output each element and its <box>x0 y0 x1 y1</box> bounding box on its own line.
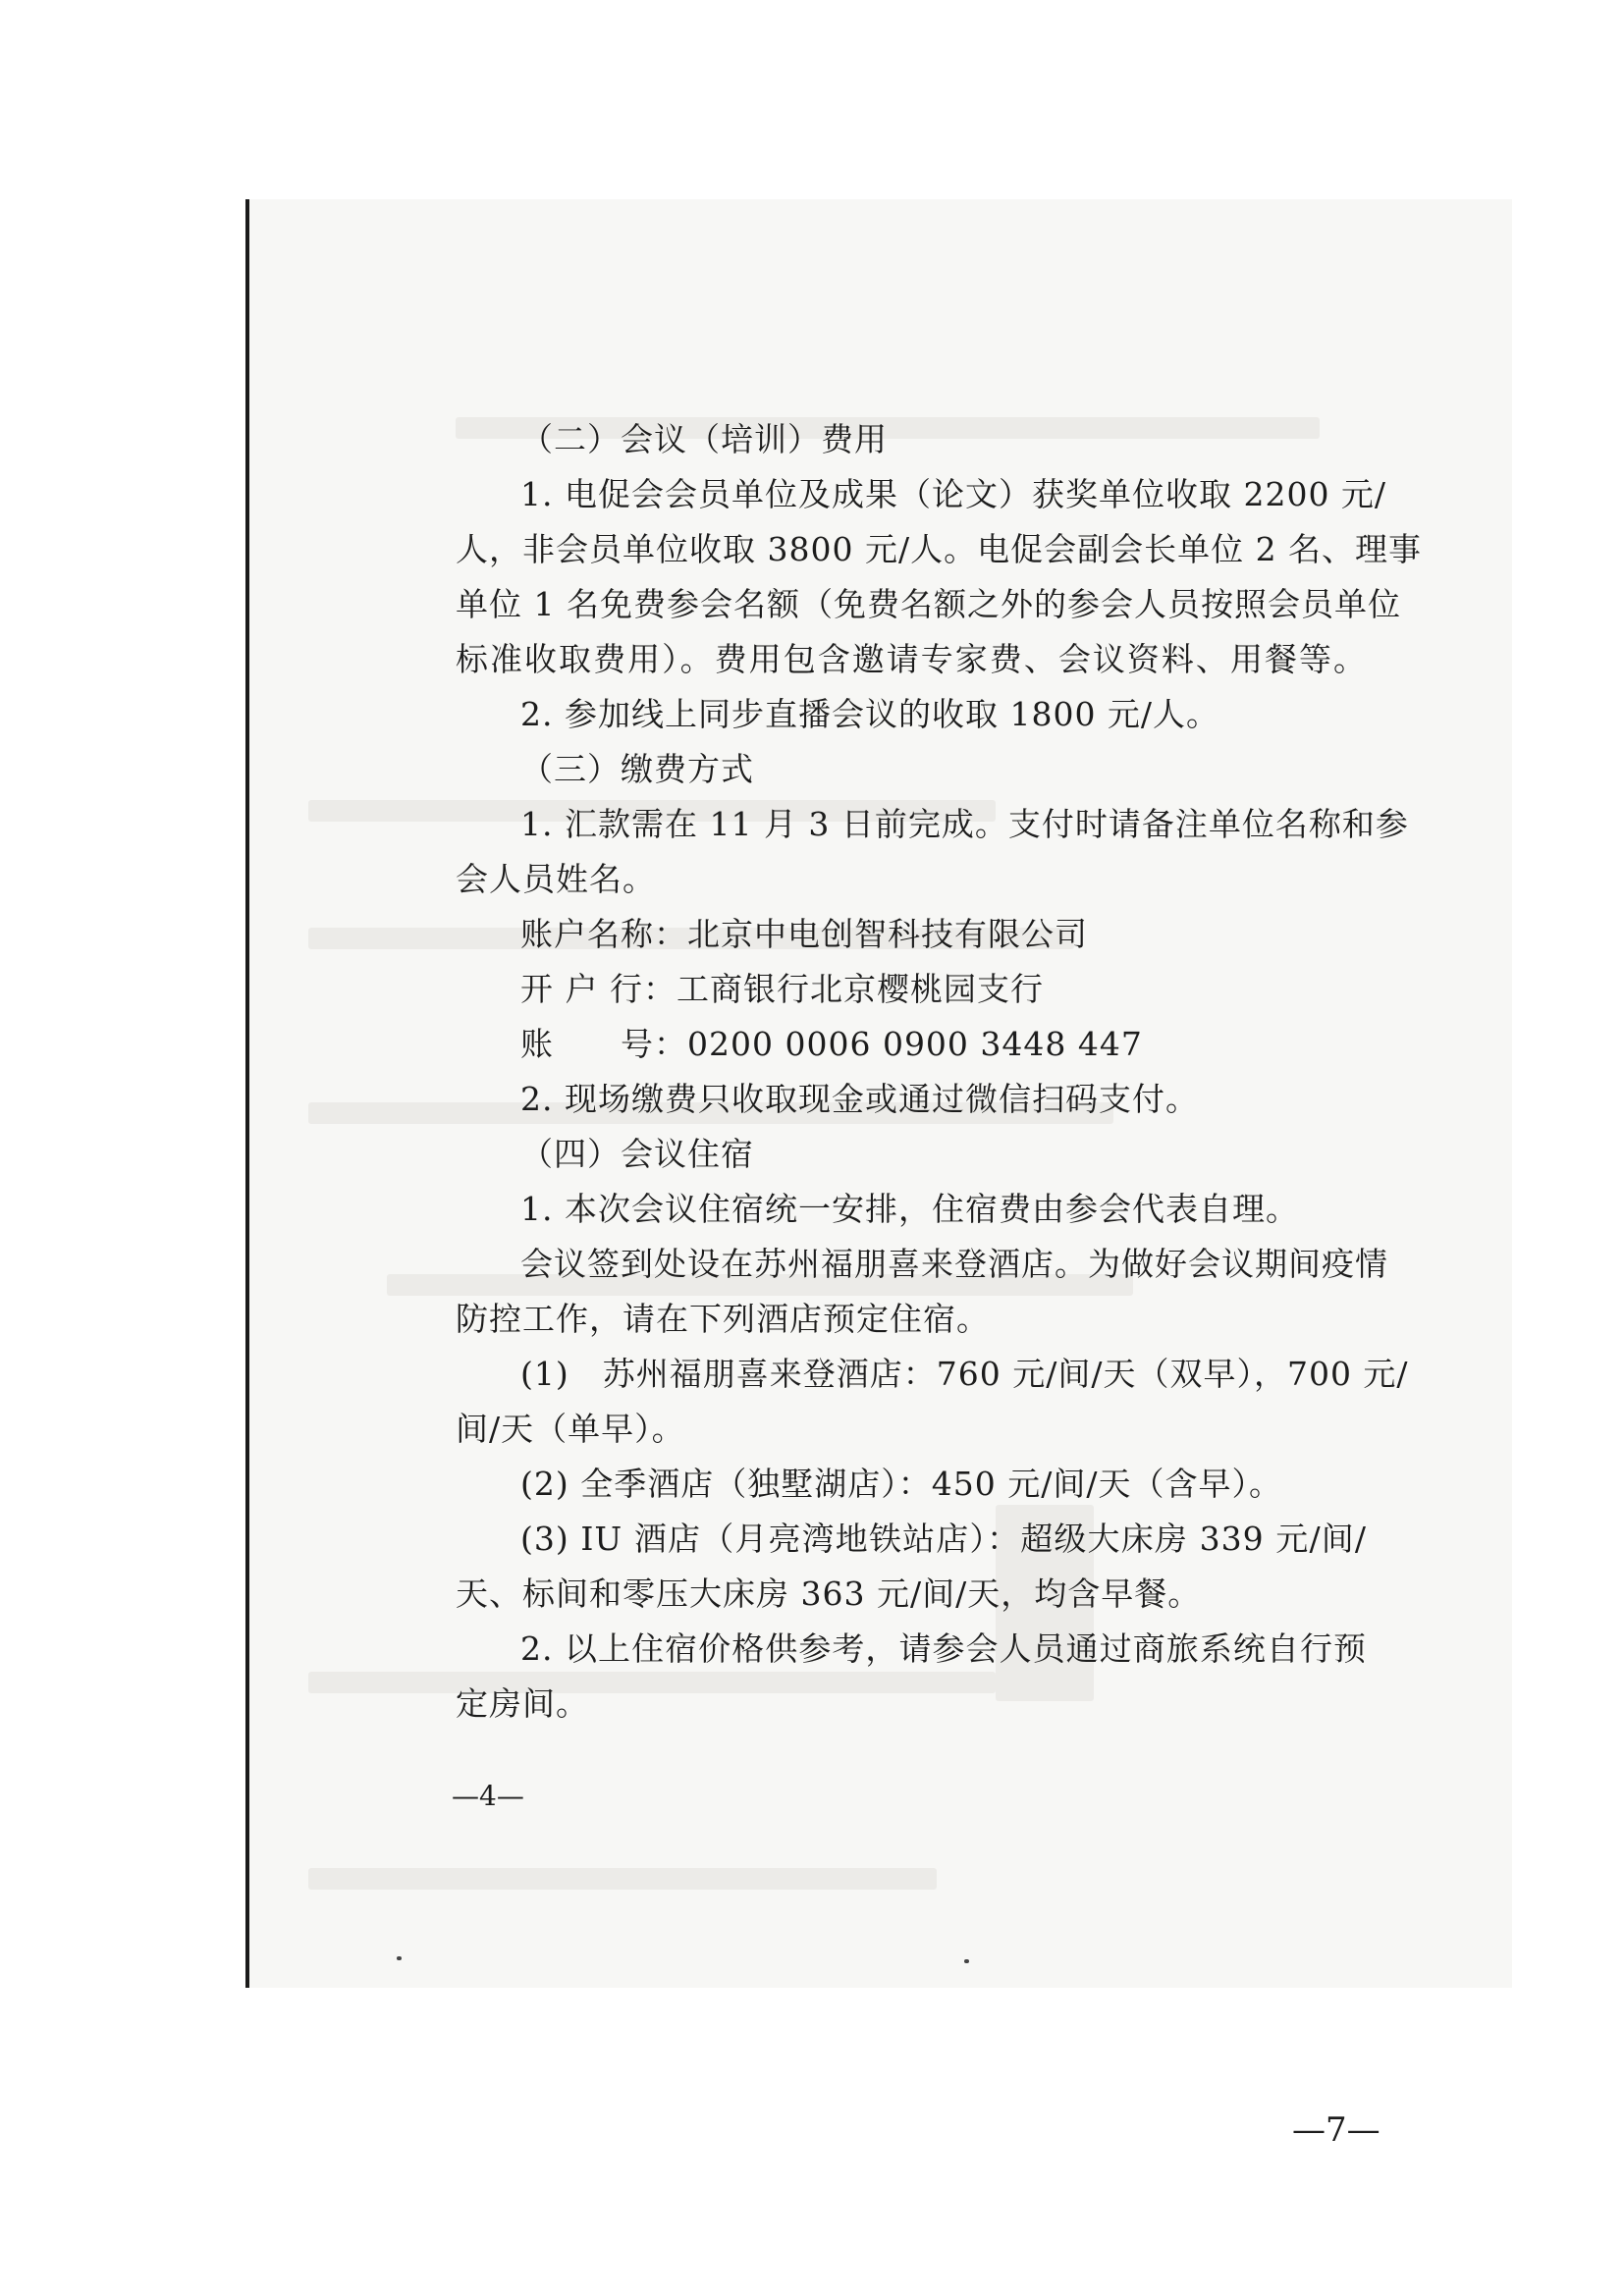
lodging-item-2-line-2: 定房间。 <box>456 1684 589 1723</box>
inner-page-number: —4— <box>452 1780 524 1812</box>
hotel-3-line-1: (3) IU 酒店（月亮湾地铁站店）：超级大床房 339 元/间/ <box>520 1520 1367 1558</box>
hotel-1-line-2: 间/天（单早）。 <box>456 1410 685 1448</box>
fee-item-1-line-4: 标准收取费用）。费用包含邀请专家费、会议资料、用餐等。 <box>456 640 1367 678</box>
account-name: 账户名称：北京中电创智科技有限公司 <box>520 915 1088 953</box>
hotel-2: (2) 全季酒店（独墅湖店）：450 元/间/天（含早）。 <box>520 1465 1282 1503</box>
account-bank: 开 户 行：工商银行北京樱桃园支行 <box>520 970 1044 1008</box>
scan-speck <box>397 1956 402 1960</box>
scan-speck <box>964 1959 969 1963</box>
section-heading-lodging: （四）会议住宿 <box>520 1135 754 1173</box>
lodging-item-2-line-1: 2. 以上住宿价格供参考，请参会人员通过商旅系统自行预 <box>520 1629 1367 1668</box>
fee-item-1-line-1: 1. 电促会会员单位及成果（论文）获奖单位收取 2200 元/ <box>520 475 1387 513</box>
payment-item-1-line-1: 1. 汇款需在 11 月 3 日前完成。支付时请备注单位名称和参 <box>520 805 1409 843</box>
lodging-note-line-1: 会议签到处设在苏州福朋喜来登酒店。为做好会议期间疫情 <box>520 1245 1388 1283</box>
fee-item-1-line-3: 单位 1 名免费参会名额（免费名额之外的参会人员按照会员单位 <box>456 585 1401 623</box>
bleed-through-mark <box>308 1868 937 1890</box>
hotel-1-line-1: (1) 苏州福朋喜来登酒店：760 元/间/天（双早），700 元/ <box>520 1355 1409 1393</box>
fee-item-2: 2. 参加线上同步直播会议的收取 1800 元/人。 <box>520 695 1220 733</box>
fee-item-1-line-2: 人，非会员单位收取 3800 元/人。电促会副会长单位 2 名、理事 <box>456 530 1423 568</box>
outer-page-number: —7— <box>1292 2110 1380 2150</box>
section-heading-payment: （三）缴费方式 <box>520 750 754 788</box>
section-heading-fees: （二）会议（培训）费用 <box>520 420 888 458</box>
payment-item-1-line-2: 会人员姓名。 <box>456 860 656 898</box>
hotel-3-line-2: 天、标间和零压大床房 363 元/间/天，均含早餐。 <box>456 1575 1202 1613</box>
document-body <box>456 412 1423 1732</box>
lodging-item-1: 1. 本次会议住宿统一安排，住宿费由参会代表自理。 <box>520 1190 1299 1228</box>
payment-item-2: 2. 现场缴费只收取现金或通过微信扫码支付。 <box>520 1080 1199 1118</box>
lodging-note-line-2: 防控工作，请在下列酒店预定住宿。 <box>456 1300 990 1338</box>
account-number: 账 号：0200 0006 0900 3448 447 <box>520 1025 1143 1063</box>
